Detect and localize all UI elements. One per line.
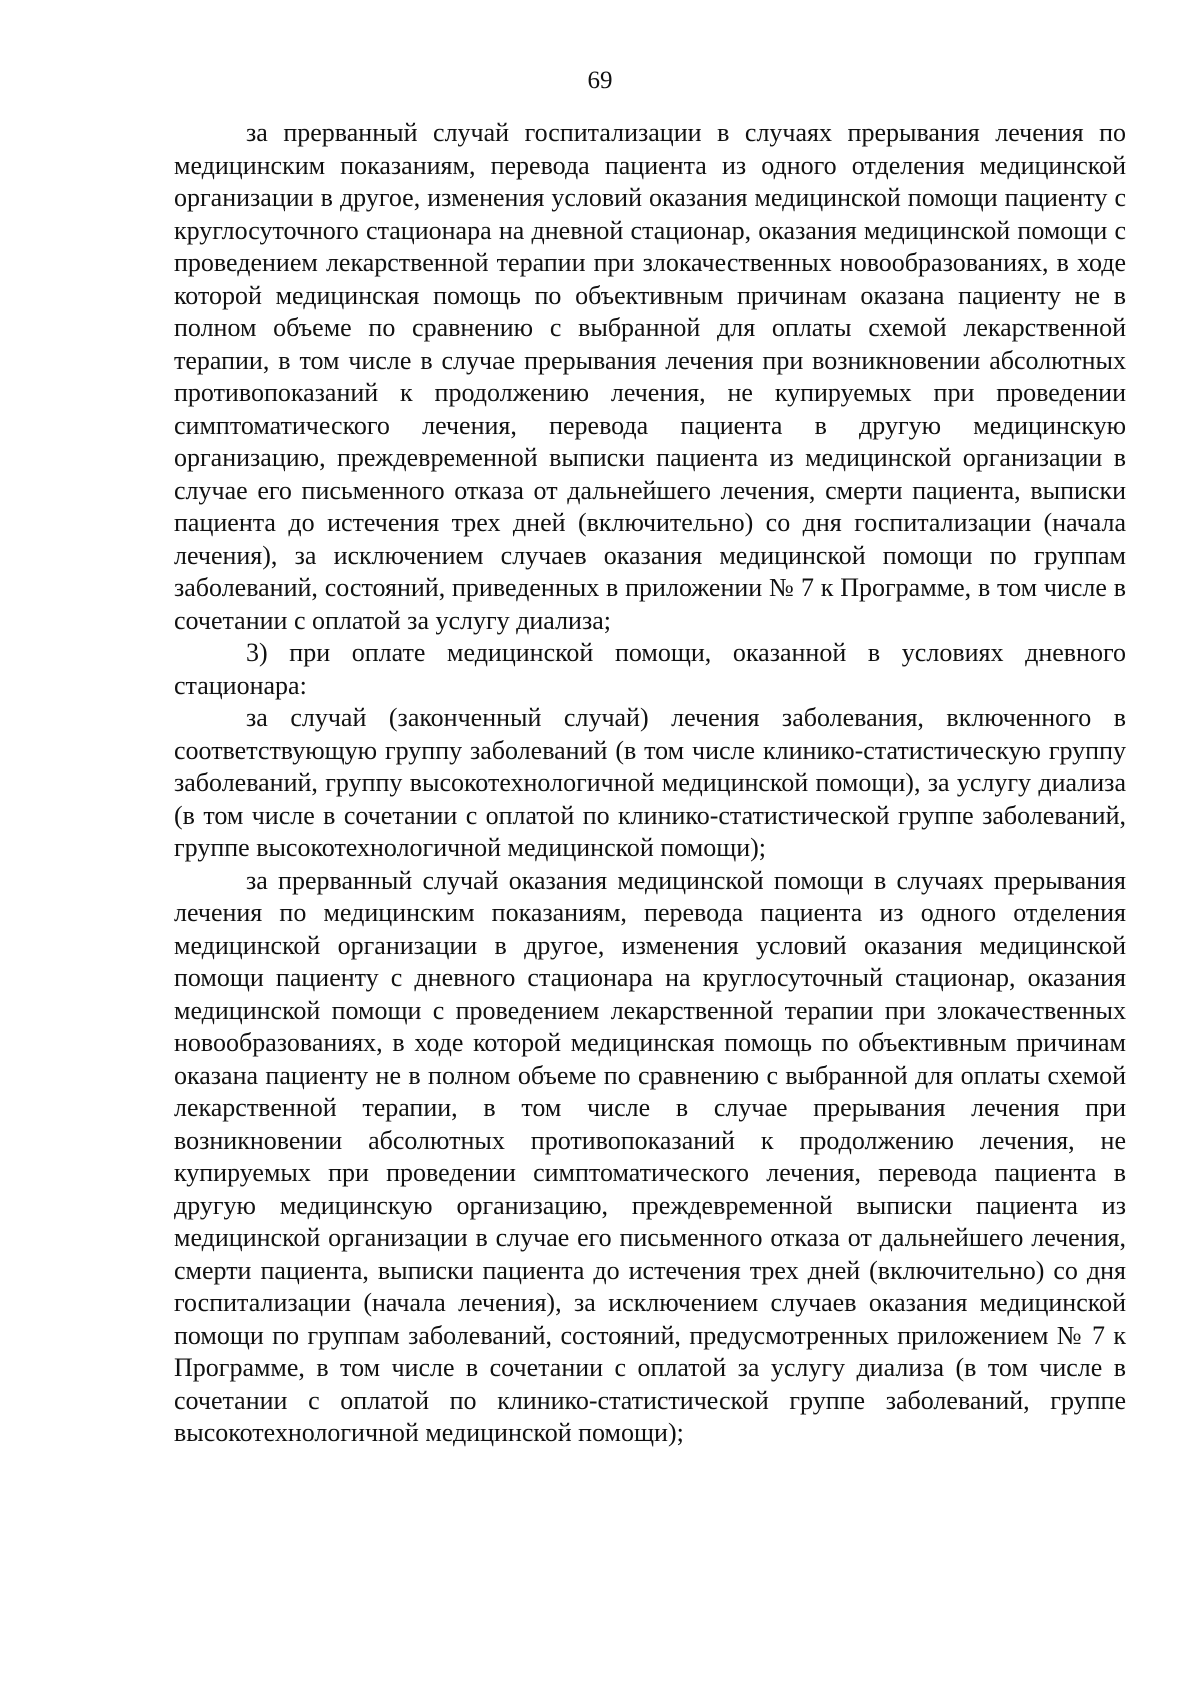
paragraph-interrupted-case: за прерванный случай оказания медицинской помощи в случаях прерывания лечения по медицинским показаниям, перевода пациента из одного отделения медицинской организации в другое, изменения условий оказания медицинской помощи пациенту с дневного стационара на круглосуточный стационар, оказания медицинской помощи с проведением лекарственной терапии при злокачественных новообразованиях, в ходе которой медицинская помощь по объективным причинам оказана пациенту не в полном объеме по сравнению с выбранной для оплаты схемой лекарственной терапии, в том числе в случае прерывания лечения при возникновении абсолютных противопоказаний к продолжению лечения, не купируемых при проведении симптоматического лечения, перевода пациента в другую медицинскую организацию, преждевременной выписки пациента из медицинской организации в случае его письменного отказа от дальнейшего лечения, смерти пациента, выписки пациента до истечения трех дней (включительно) со дня госпитализации (начала лечения), за исключением случаев оказания медицинской помощи по группам заболеваний, состояний, предусмотренных приложением № 7 к Программе, в том числе в сочетании с оплатой за услугу диализа (в том числе в сочетании с оплатой по клинико-статистической группе заболеваний, группе высокотехнологичной медицинской помощи);: [174, 865, 1126, 1447]
page-number: 69: [587, 67, 613, 94]
paragraph-interrupted-hospitalization: за прерванный случай госпитализации в случаях прерывания лечения по медицинским показаниям, перевода пациента из одного отделения медицинской организации в другое, изменения условий оказания медицинской помощи пациенту с круглосуточного стационара на дневной стационар, оказания медицинской помощи с проведением лекарственной терапии при злокачественных новообразованиях, в ходе которой медицинская помощь по объективным причинам оказана пациенту не в полном объеме по сравнению с выбранной для оплаты схемой лекарственной терапии, в том числе в случае прерывания лечения при возникновении абсолютных противопоказаний к продолжению лечения, не купируемых при проведении симптоматического лечения, перевода пациента в другую медицинскую организацию, преждевременной выписки пациента из медицинской организации в случае его письменного отказа от дальнейшего лечения, смерти пациента, выписки пациента до истечения трех дней (включительно) со дня госпитализации (начала лечения), за исключением случаев оказания медицинской помощи по группам заболеваний, состояний, приведенных в приложении № 7 к Программе, в том числе в сочетании с оплатой за услугу диализа;: [174, 118, 1126, 635]
document-body: [174, 117, 1126, 1450]
paragraph-completed-case: за случай (законченный случай) лечения заболевания, включенного в соответствующую группу заболеваний (в том числе клинико-статистическую группу заболеваний, группу высокотехнологичной медицинской помощи), за услугу диализа (в том числе в сочетании с оплатой по клинико-статистической группе заболеваний, группе высокотехнологичной медицинской помощи);: [174, 703, 1126, 862]
paragraph-day-hospital-payment: 3) при оплате медицинской помощи, оказанной в условиях дневного стационара:: [174, 638, 1126, 700]
